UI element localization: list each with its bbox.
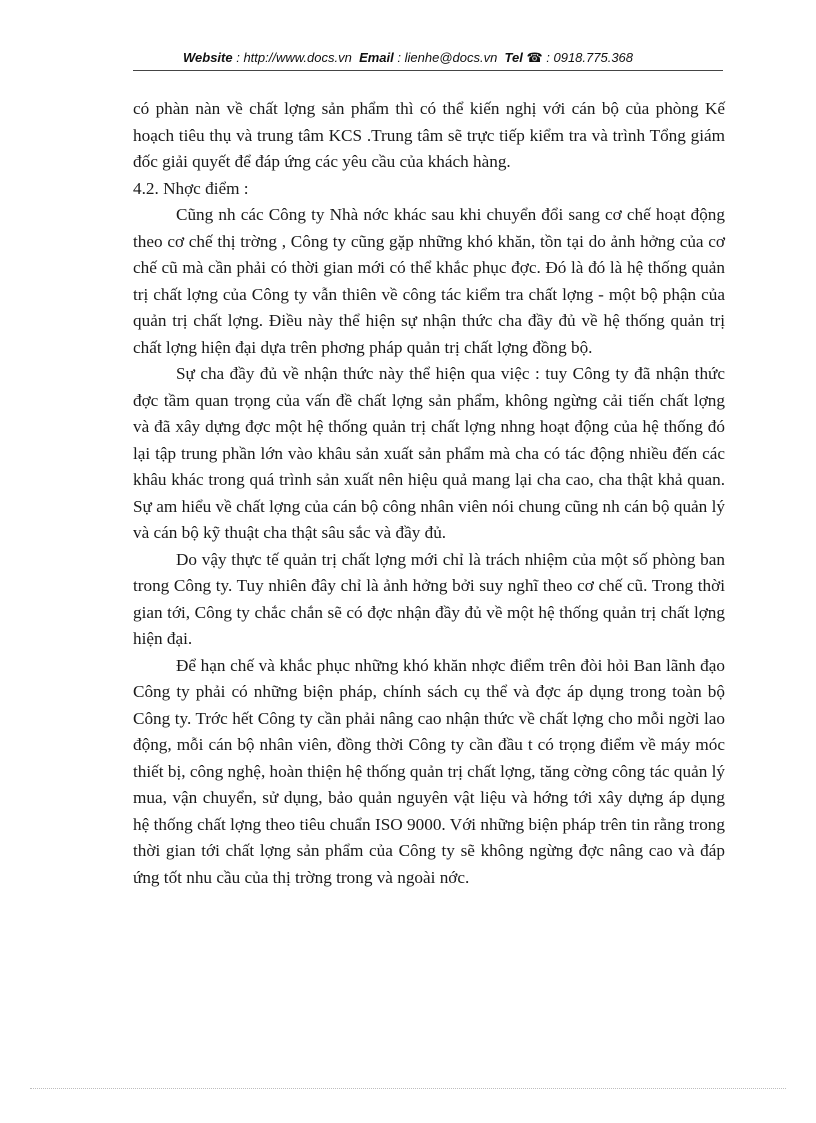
page-bottom-divider <box>30 1088 786 1089</box>
page-header <box>0 50 816 66</box>
email-value: : lienhe@docs.vn <box>397 50 498 65</box>
paragraph-3: Do vậy thực tế quản trị chất lợng mới chỉ là trách nhiệm của một số phòng ban trong Công ty. Tuy nhiên đây chỉ là ảnh hởng bởi suy nghĩ theo cơ chế cũ. Trong thời gian tới, Công ty chắc chắn sẽ có đợc nhận đầy đủ về một hệ thống quản trị chất lợng hiện đại. <box>133 549 725 648</box>
section-heading: 4.2. Nhợc điểm : <box>133 178 249 198</box>
paragraph-1: Cũng nh các Công ty Nhà nớc khác sau khi chuyển đổi sang cơ chế hoạt động theo cơ chế thị trờng , Công ty cũng gặp những khó khăn, tồn tại do ảnh hởng của cơ chế cũ mà cần phải có thời gian mới có thể khắc phục đợc. Đó là đó là hệ thống quản trị chất lợng của Công ty vẫn thiên về công tác kiểm tra chất lợng - một bộ phận của quản trị chất lợng. Điều này thể hiện sự nhận thức cha đầy đủ về hệ thống quản trị chất lợng hiện đại dựa trên phơng pháp quản trị chất lợng đồng bộ. <box>133 205 725 357</box>
tel-value: : 0918.775.368 <box>546 50 634 65</box>
website-value: : http://www.docs.vn <box>236 50 352 65</box>
website-label: Website <box>182 50 233 65</box>
header-divider <box>133 70 723 71</box>
email-label: Email <box>359 50 394 65</box>
document-body <box>133 96 725 891</box>
paragraph-continuation: có phàn nàn về chất lợng sản phẩm thì có thể kiến nghị với cán bộ của phòng Kế hoạch tiêu thụ và trung tâm KCS .Trung tâm sẽ trực tiếp kiểm tra và trình Tổng giám đốc giải quyết để đáp ứng các yêu cầu của khách hàng. <box>133 99 725 171</box>
paragraph-4: Để hạn chế và khắc phục những khó khăn nhợc điểm trên đòi hỏi Ban lãnh đạo Công ty phải có những biện pháp, chính sách cụ thể và đợc áp dụng trong toàn bộ Công ty. Trớc hết Công ty cần phải nâng cao nhận thức về chất lợng cho mỗi ngời lao động, mỗi cán bộ nhân viên, đồng thời Công ty cần đầu t có trọng điểm về máy móc thiết bị, công nghệ, hoàn thiện hệ thống quản trị chất lợng, tăng cờng công tác quản lý mua, vận chuyển, sử dụng, bảo quản nguyên vật liệu và hớng tới xây dựng áp dụng hệ thống chất lợng theo tiêu chuẩn ISO 9000. Với những biện pháp trên tin rằng trong thời gian tới chất lợng sản phẩm của Công ty sẽ không ngừng đợc nâng cao và đáp ứng tốt nhu cầu của thị trờng trong và ngoài nớc. <box>133 655 725 887</box>
paragraph-2: Sự cha đầy đủ về nhận thức này thể hiện qua việc : tuy Công ty đã nhận thức đợc tầm quan trọng của vấn đề chất lợng sản phẩm, không ngừng cải tiến chất lợng và đã xây dựng đợc một hệ thống quản trị chất lợng nhng hoạt động của hệ thống đó lại tập trung phần lớn vào khâu sản xuất sản phẩm mà cha có tác động nhiều đến các khâu khác trong quá trình sản xuất nên hiệu quả mang lại cha cao, cha thật khả quan. Sự am hiểu về chất lợng của cán bộ công nhân viên nói chung cũng nh cán bộ quản lý và cán bộ kỹ thuật cha thật sâu sắc và đầy đủ. <box>133 364 725 542</box>
tel-label: Tel ☎ <box>504 50 543 65</box>
